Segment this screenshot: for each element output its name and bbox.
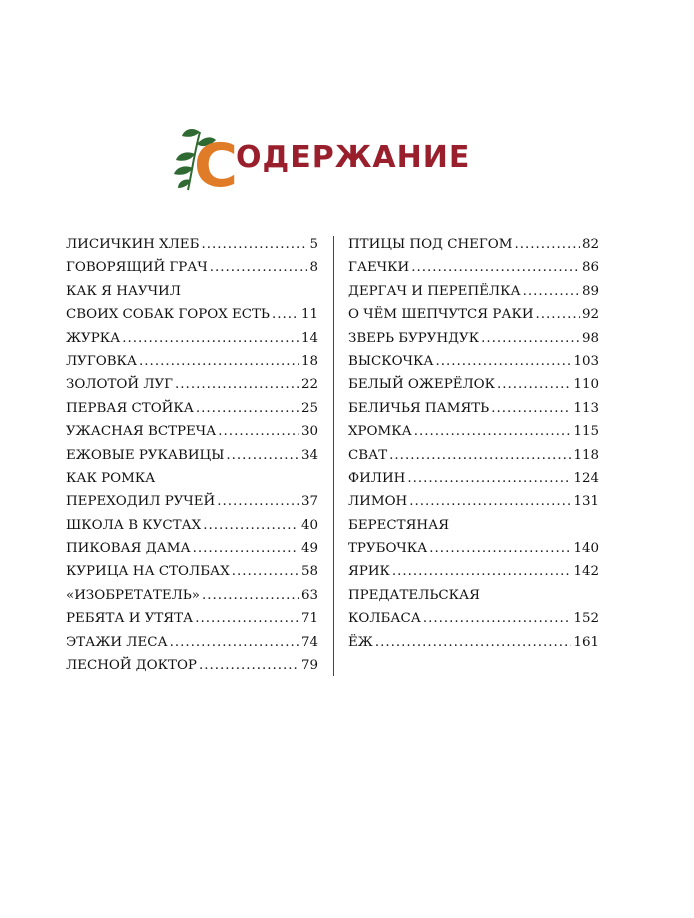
toc-entry-title: ЛИСИЧКИН ХЛЕБ: [66, 237, 200, 252]
toc-entry: [348, 233, 599, 256]
dot-leader: [375, 631, 572, 654]
toc-entry-title: ЕЖОВЫЕ РУКАВИЦЫ: [66, 447, 225, 463]
toc-entry: [66, 280, 318, 303]
toc-entry-page: 79: [300, 658, 318, 674]
toc-entry-page: 152: [573, 611, 599, 627]
toc-entry-title: ЛУГОВКА: [66, 353, 138, 369]
dot-leader: [481, 327, 580, 350]
dot-leader: [429, 537, 571, 560]
toc-entry-title: ХРОМКА: [348, 424, 412, 440]
toc-entry-page: 92: [581, 307, 599, 323]
toc-entry-page: 30: [300, 424, 318, 440]
dot-leader: [536, 303, 580, 326]
toc-entry: [66, 350, 318, 373]
dot-leader: [514, 233, 580, 256]
toc-entry: [66, 607, 318, 630]
toc-entry-page: 124: [573, 470, 599, 486]
toc-entry-title: ЖУРКА: [66, 330, 121, 346]
toc-entry-title: ФИЛИН: [348, 470, 406, 486]
toc-entry-page: 118: [573, 447, 599, 463]
toc-entry: [348, 514, 599, 537]
dot-leader: [202, 584, 299, 607]
toc-entry-page: 63: [300, 587, 318, 603]
toc-entry-title: ЗОЛОТОЙ ЛУГ: [66, 377, 174, 393]
dot-leader: [196, 397, 299, 420]
toc-entry-title: УЖАСНАЯ ВСТРЕЧА: [66, 424, 217, 440]
toc-entry: [348, 631, 599, 654]
toc-entry-title: ПЕРВАЯ СТОЙКА: [66, 400, 194, 416]
toc-entry-title: КАК РОМКА: [66, 470, 156, 486]
dot-leader: [523, 280, 580, 303]
toc-entry-page: 25: [300, 400, 318, 416]
dot-leader: [170, 631, 299, 654]
toc-entry-title: БЕЛИЧЬЯ ПАМЯТЬ: [348, 400, 490, 416]
dot-leader: [409, 490, 571, 513]
toc-entry-title: ПИКОВАЯ ДАМА: [66, 541, 191, 557]
toc-entry: [348, 537, 599, 560]
toc-entry-title: ТРУБОЧКА: [348, 541, 428, 557]
toc-entry: [348, 444, 599, 467]
dot-leader: [497, 373, 571, 396]
toc-entry: [348, 467, 599, 490]
toc-entry-title: ЛЕСНОЙ ДОКТОР: [66, 658, 197, 674]
toc-entry: [348, 280, 599, 303]
toc-entry-title: ЛИМОН: [348, 494, 408, 510]
toc-entry-page: 115: [573, 424, 599, 440]
toc-entry: [348, 560, 599, 583]
toc-entry-page: 8: [309, 260, 318, 276]
toc-entry-title: РЕБЯТА И УТЯТА: [66, 611, 194, 627]
dot-leader: [210, 256, 308, 279]
toc-entry-title: БЕРЕСТЯНАЯ: [348, 517, 450, 533]
toc-entry-page: 161: [573, 634, 599, 650]
toc-entry-title: О ЧЁМ ШЕПЧУТСЯ РАКИ: [348, 307, 534, 323]
toc-entry-title: ГАЕЧКИ: [348, 260, 410, 276]
toc-entry: [348, 420, 599, 443]
dot-leader: [218, 420, 299, 443]
toc-entry-title: ПТИЦЫ ПОД СНЕГОМ: [348, 237, 513, 252]
dot-leader: [491, 397, 571, 420]
toc-entry-title: ЁЖ: [348, 634, 373, 650]
toc-entry-title: ДЕРГАЧ И ПЕРЕПЁЛКА: [348, 283, 521, 299]
toc-entry-title: ВЫСКОЧКА: [348, 353, 434, 369]
toc-entry: [348, 256, 599, 279]
dot-leader: [407, 467, 571, 490]
dot-leader: [232, 560, 299, 583]
toc-entry-title: ШКОЛА В КУСТАХ: [66, 517, 202, 533]
toc-entry: [66, 303, 318, 326]
toc-entry-title: «ИЗОБРЕТАТЕЛЬ»: [66, 587, 200, 603]
toc-entry-page: 37: [300, 494, 318, 510]
toc-entry-title: ГОВОРЯЩИЙ ГРАЧ: [66, 260, 208, 276]
toc-entry-title: БЕЛЫЙ ОЖЕРЁЛОК: [348, 377, 495, 393]
toc-heading: [170, 124, 470, 194]
toc-entry-title: СВАТ: [348, 447, 388, 463]
toc-entry: [348, 327, 599, 350]
toc-entry: [66, 373, 318, 396]
toc-entry-page: 5: [309, 237, 318, 252]
toc-entry-title: КУРИЦА НА СТОЛБАХ: [66, 564, 230, 580]
toc-entry: [66, 420, 318, 443]
toc-entry: [348, 584, 599, 607]
toc-entry: [66, 654, 318, 677]
toc-column-right: [348, 233, 599, 654]
dot-leader: [392, 560, 572, 583]
toc-entry-page: 58: [300, 564, 318, 580]
dot-leader: [272, 303, 299, 326]
toc-entry-page: 22: [300, 377, 318, 393]
toc-entry-page: 40: [300, 517, 318, 533]
toc-entry: [348, 397, 599, 420]
toc-entry: [66, 537, 318, 560]
dot-leader: [423, 607, 572, 630]
toc-entry-page: 98: [581, 330, 599, 346]
toc-entry: [66, 444, 318, 467]
title-initial: С: [194, 131, 239, 194]
toc-entry-page: 142: [573, 564, 599, 580]
toc-entry-page: 140: [573, 541, 599, 557]
toc-entry: [348, 373, 599, 396]
toc-entry: [66, 490, 318, 513]
dot-leader: [122, 327, 299, 350]
toc-entry-page: 18: [300, 353, 318, 369]
toc-entry-page: 74: [300, 634, 318, 650]
dot-leader: [203, 514, 299, 537]
dot-leader: [389, 444, 571, 467]
toc-entry: [66, 397, 318, 420]
dot-leader: [199, 654, 299, 677]
toc-entry-title: СВОИХ СОБАК ГОРОХ ЕСТЬ: [66, 307, 270, 323]
toc-entry-page: 34: [300, 447, 318, 463]
toc-entry-page: 82: [581, 237, 599, 252]
toc-entry-page: 14: [300, 330, 318, 346]
column-divider: [333, 236, 334, 676]
toc-entry-page: 113: [573, 400, 599, 416]
dot-leader: [414, 420, 572, 443]
toc-entry-page: 131: [573, 494, 599, 510]
toc-entry: [66, 233, 318, 256]
toc-entry: [66, 631, 318, 654]
dot-leader: [139, 350, 299, 373]
toc-entry-title: КОЛБАСА: [348, 611, 421, 627]
toc-entry-title: ЯРИК: [348, 564, 390, 580]
toc-entry: [348, 490, 599, 513]
dot-leader: [201, 233, 307, 256]
toc-entry-title: ПЕРЕХОДИЛ РУЧЕЙ: [66, 494, 216, 510]
page-title: ОДЕРЖАНИЕ: [236, 140, 471, 175]
toc-column-left: [66, 233, 318, 677]
toc-entry-title: КАК Я НАУЧИЛ: [66, 283, 181, 299]
toc-entry: [348, 303, 599, 326]
dot-leader: [217, 490, 299, 513]
toc-entry-title: ЭТАЖИ ЛЕСА: [66, 634, 168, 650]
dot-leader: [435, 350, 571, 373]
toc-entry: [66, 467, 318, 490]
toc-entry: [66, 256, 318, 279]
toc-entry: [348, 350, 599, 373]
toc-entry-page: 110: [573, 377, 599, 393]
toc-entry: [66, 560, 318, 583]
toc-entry: [348, 607, 599, 630]
dot-leader: [226, 444, 299, 467]
toc-entry-page: 11: [300, 307, 318, 323]
toc-entry-page: 71: [300, 611, 318, 627]
dot-leader: [193, 537, 299, 560]
toc-entry-title: ПРЕДАТЕЛЬСКАЯ: [348, 587, 480, 603]
dot-leader: [195, 607, 299, 630]
dot-leader: [175, 373, 299, 396]
toc-entry-page: 89: [581, 283, 599, 299]
toc-entry-page: 103: [573, 353, 599, 369]
toc-entry: [66, 514, 318, 537]
dot-leader: [411, 256, 580, 279]
toc-entry-title: ЗВЕРЬ БУРУНДУК: [348, 330, 480, 346]
toc-entry-page: 49: [300, 541, 318, 557]
toc-entry: [66, 584, 318, 607]
toc-entry: [66, 327, 318, 350]
toc-entry-page: 86: [581, 260, 599, 276]
